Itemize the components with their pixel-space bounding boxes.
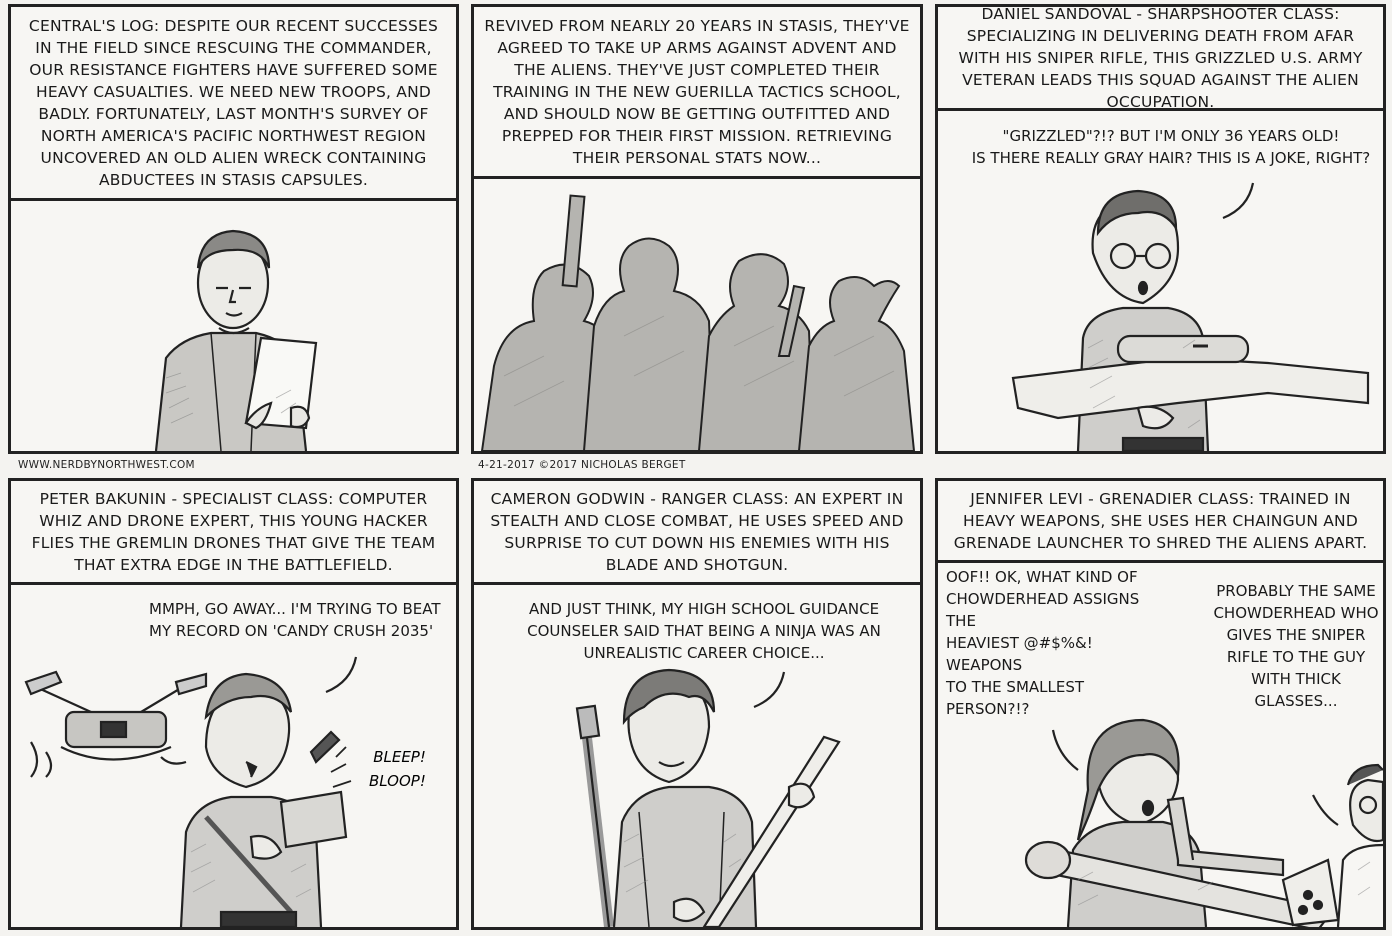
panel-2 (471, 4, 923, 454)
panel-6-speech-right: PROBABLY THE SAME CHOWDERHEAD WHO GIVES THE SNIPER RIFLE TO THE GUY WITH THICK GLASSES... (1213, 582, 1379, 710)
date-copyright-credit: 4-21-2017 ©2017 NICHOLAS BERGET (478, 459, 686, 471)
panel-4-sfx: BLEEP! BLOOP! (369, 748, 426, 790)
panel-2-art (474, 176, 920, 451)
panel-2-caption: REVIVED FROM NEARLY 20 YEARS IN STASIS, THEY'VE AGREED TO TAKE UP ARMS AGAINST ADVENT AND THE ALIENS. THEY'VE JUST COMPLETED THEIR TRAINING IN THE NEW GUERILLA TACTICS SCHOOL, AND SHOULD NOW BE GETTING OUTFITTED AND PREPPED FOR THEIR FIRST MISSION. RETRIEVING THEIR PERSONAL STATS NOW... (474, 7, 920, 179)
panel-5 (471, 478, 923, 930)
panel-4 (8, 478, 459, 930)
panel-5-speech: AND JUST THINK, MY HIGH SCHOOL GUIDANCE COUNSELER SAID THAT BEING A NINJA WAS AN UNREALISTIC CAREER CHOICE... (527, 600, 881, 662)
recruits-silhouette-illustration (474, 176, 920, 451)
panel-6 (935, 478, 1386, 930)
panel-3-caption: DANIEL SANDOVAL - SHARPSHOOTER CLASS: SPECIALIZING IN DELIVERING DEATH FROM AFAR WITH HIS SNIPER RIFLE, THIS GRIZZLED U.S. ARMY VETERAN LEADS THIS SQUAD AGAINST THE ALIEN OCCUPATION. (938, 7, 1383, 111)
panel-3-speech: "GRIZZLED"?!? BUT I'M ONLY 36 YEARS OLD! IS THERE REALLY GRAY HAIR? THIS IS A JOKE, RIGHT? (971, 127, 1371, 167)
panel-1 (8, 4, 459, 454)
commander-reading-clipboard-illustration (11, 198, 456, 451)
panel-1-caption: CENTRAL'S LOG: DESPITE OUR RECENT SUCCESSES IN THE FIELD SINCE RESCUING THE COMMANDER, OUR RESISTANCE FIGHTERS HAVE SUFFERED SOME HEAVY CASUALTIES. WE NEED NEW TROOPS, AND BADLY. FORTUNATELY, LAST MONTH'S SURVEY OF NORTH AMERICA'S PACIFIC NORTHWEST REGION UNCOVERED AN OLD ALIEN WRECK CONTAINING ABDUCTEES IN STASIS CAPSULES. (11, 7, 456, 201)
website-credit: WWW.NERDBYNORTHWEST.COM (18, 459, 195, 471)
panel-6-speech-left: OOF!! OK, WHAT KIND OF CHOWDERHEAD ASSIGNS THE HEAVIEST @#$%&! WEAPONS TO THE SMALLEST PERSON?!? (946, 568, 1140, 718)
panel-1-art (11, 198, 456, 451)
panel-4-speech: MMPH, GO AWAY... I'M TRYING TO BEAT MY RECORD ON 'CANDY CRUSH 2035' (149, 600, 441, 640)
panel-6-caption: JENNIFER LEVI - GRENADIER CLASS: TRAINED IN HEAVY WEAPONS, SHE USES HER CHAINGUN AND GRENADE LAUNCHER TO SHRED THE ALIENS APART. (938, 481, 1383, 563)
panel-3 (935, 4, 1386, 454)
panel-4-caption: PETER BAKUNIN - SPECIALIST CLASS: COMPUTER WHIZ AND DRONE EXPERT, THIS YOUNG HACKER FLIES THE GREMLIN DRONES THAT GIVE THE TEAM THAT EXTRA EDGE IN THE BATTLEFIELD. (11, 481, 456, 585)
panel-5-caption: CAMERON GODWIN - RANGER CLASS: AN EXPERT IN STEALTH AND CLOSE COMBAT, HE USES SPEED AND SURPRISE TO CUT DOWN HIS ENEMIES WITH HIS BLADE AND SHOTGUN. (474, 481, 920, 585)
